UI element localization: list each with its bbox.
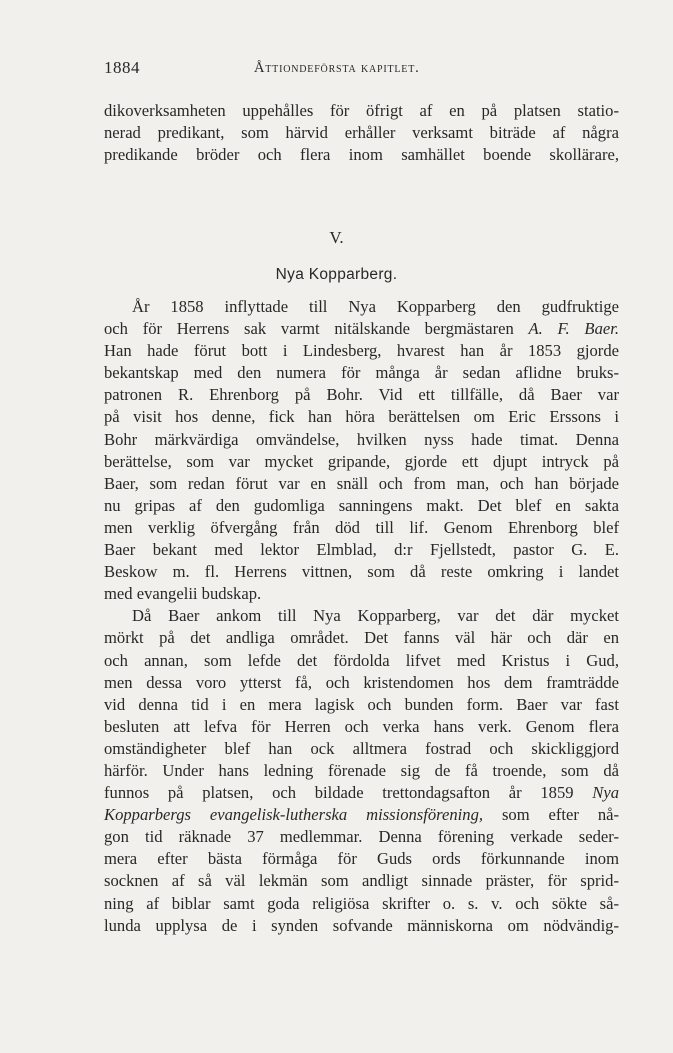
line-text: ning af biblar samt goda religiösa skrifter o. s. v. och sökte så- [104,893,619,913]
text-line [104,694,619,716]
line-text: omständigheter blef han ock alltmera fostrad och skickliggjord [104,738,619,758]
text-line [104,406,619,428]
line-text: besluten att lefva för Herren och verka hans verk. Genom flera [104,716,619,736]
line-text: med evangelii budskap. [104,584,262,604]
text-line [104,650,619,672]
line-text: gon tid räknade 37 medlemmar. Denna förening verkade seder- [104,827,619,847]
line-text: som efter nå- [483,805,620,825]
line-text: mörkt på det andliga området. Det fanns väl här och där en [104,628,619,648]
text-line [104,893,619,915]
line-text: vid denna tid i en mera lagisk och bunden form. Baer var fast [104,694,619,714]
line-text: Bohr märkvärdiga omvändelse, hvilken nyss hade timat. Denna [104,429,619,449]
text-line [104,870,619,892]
text-line [104,495,619,517]
text-line [104,848,619,870]
page-header [104,58,619,88]
line-text: År 1858 inflyttade till Nya Kopparberg den gudfruktige [132,297,619,316]
text-line [104,473,619,495]
line-text: lunda upplysa de i synden sofvande människorna om nödvändig- [104,915,619,935]
line-text: Beskow m. fl. Herrens vittnen, som då reste omkring i landet [104,562,619,582]
text-line [104,716,619,738]
line-text: Baer, som redan förut var en snäll och from man, och han började [104,473,619,493]
line-text: på visit hos denne, fick han höra berättelsen om Eric Erssons i [104,407,619,427]
italic-text: Kopparbergs evangelisk-lutherska missionsförening, [104,805,484,825]
line-text: och annan, som lefde det fördolda lifvet med Kristus i Gud, [104,650,619,670]
line-text: och för Herrens sak varmt nitälskande bergmästaren [104,319,529,339]
text-line [104,804,619,826]
line-text: nu gripas af den gudomliga sanningens makt. Det blef en sakta [104,495,619,515]
line-text: Då Baer ankom till Nya Kopparberg, var det där mycket [132,606,619,626]
text-line [104,605,619,627]
text-line [104,561,619,583]
line-text: socknen af så väl lekmän som andligt sinnade präster, för sprid- [104,871,619,891]
line-text: funnos på platsen, och bildade trettondagsafton år 1859 [104,783,593,803]
section-body [104,296,619,937]
text-line [104,384,619,406]
text-line [104,340,619,362]
line-text: mera efter bästa förmåga för Guds ords förkunnande inom [104,849,619,869]
line-text: berättelse, som var mycket gripande, gjorde ett djupt intryck på [104,451,619,471]
text-line [104,627,619,649]
section-title: Nya Kopparberg. [275,266,398,283]
text-line [104,451,619,473]
line-text: härför. Under hans ledning förenade sig de få troende, som då [104,760,619,780]
text-line [104,760,619,782]
line-text: men verklig öfvergång från död till lif. Genom Ehrenborg blef [104,517,619,537]
line-text: bekantskap med den numera för många år sedan aflidne bruks- [104,363,619,383]
line-text: Baer bekant med lektor Elmblad, d:r Fjellstedt, pastor G. E. [104,540,619,560]
line-text: men dessa voro ytterst få, och kristendomen hos dem framträdde [104,672,619,692]
text-line: predikande bröder och flera inom samhället boende skollärare, [104,145,619,165]
text-line [104,429,619,451]
section-number: V. [329,228,344,247]
text-line [104,539,619,561]
text-line [104,672,619,694]
text-line [104,296,619,318]
running-head: Åttiondeförsta kapitlet. [254,60,420,76]
italic-text: A. F. Baer. [528,319,619,339]
text-line [104,915,619,937]
text-line: nerad predikant, som härvid erhåller verksamt biträde af några [104,123,619,143]
text-line [104,362,619,384]
text-line [104,826,619,848]
text-line [104,318,619,340]
text-line [104,738,619,760]
text-line [104,782,619,804]
text-line [104,583,619,605]
line-text: patronen R. Ehrenborg på Bohr. Vid ett tillfälle, då Baer var [104,385,619,405]
text-line [104,517,619,539]
page-number: 1884 [104,58,140,77]
intro-paragraph [104,100,619,166]
line-text: Han hade förut bott i Lindesberg, hvarest han år 1853 gjorde [104,341,619,361]
text-line: dikoverksamheten uppehålles för öfrigt af en på platsen statio- [104,101,619,120]
italic-text: Nya [592,783,619,803]
